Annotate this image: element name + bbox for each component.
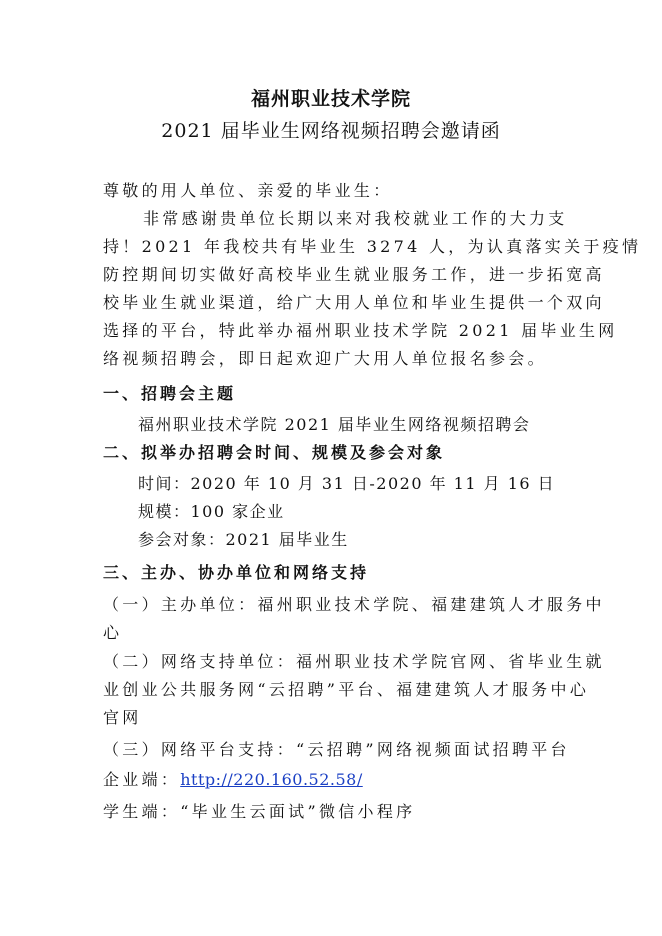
greeting: 尊敬的用人单位、亲爱的毕业生： xyxy=(103,181,393,200)
enterprise-link[interactable]: http://220.160.52.58/ xyxy=(180,770,363,789)
section2-attendees: 参会对象：2021 届毕业生 xyxy=(138,530,349,549)
intro-line: 非常感谢贵单位长期以来对我校就业工作的大力支 xyxy=(143,209,568,228)
intro-line: 持！2021 年我校共有毕业生 3274 人，为认真落实关于疫情 xyxy=(103,237,642,256)
student-line: 学生端：“毕业生云面试”微信小程序 xyxy=(103,802,416,821)
network-line: 官网 xyxy=(103,708,142,727)
intro-line: 选择的平台，特此举办福州职业技术学院 2021 届毕业生网 xyxy=(103,321,618,340)
section2-time: 时间：2020 年 10 月 31 日-2020 年 11 月 16 日 xyxy=(138,474,556,493)
network-line: 业创业公共服务网“云招聘”平台、福建建筑人才服务中心 xyxy=(103,680,590,699)
intro-line: 防控期间切实做好高校毕业生就业服务工作，进一步拓宽高 xyxy=(103,265,605,284)
section1-heading: 一、招聘会主题 xyxy=(103,384,237,403)
organizer-line: （一）主办单位：福州职业技术学院、福建建筑人才服务中 xyxy=(103,595,605,614)
title-line-1: 福州职业技术学院 xyxy=(250,88,411,110)
title-line-2: 2021 届毕业生网络视频招聘会邀请函 xyxy=(161,120,501,142)
platform-line: （三）网络平台支持：“云招聘”网络视频面试招聘平台 xyxy=(103,740,570,759)
section1-text: 福州职业技术学院 2021 届毕业生网络视频招聘会 xyxy=(138,415,531,434)
enterprise-label: 企业端： xyxy=(103,770,181,789)
network-line: （二）网络支持单位：福州职业技术学院官网、省毕业生就 xyxy=(103,652,605,671)
enterprise-line xyxy=(103,769,363,791)
intro-line: 校毕业生就业渠道，给广大用人单位和毕业生提供一个双向 xyxy=(103,293,605,312)
section3-heading: 三、主办、协办单位和网络支持 xyxy=(103,563,370,582)
section2-heading: 二、拟举办招聘会时间、规模及参会对象 xyxy=(103,443,446,462)
organizer-line: 心 xyxy=(103,623,123,642)
intro-line: 络视频招聘会，即日起欢迎广大用人单位报名参会。 xyxy=(103,349,547,368)
section2-scale: 规模：100 家企业 xyxy=(138,502,285,521)
